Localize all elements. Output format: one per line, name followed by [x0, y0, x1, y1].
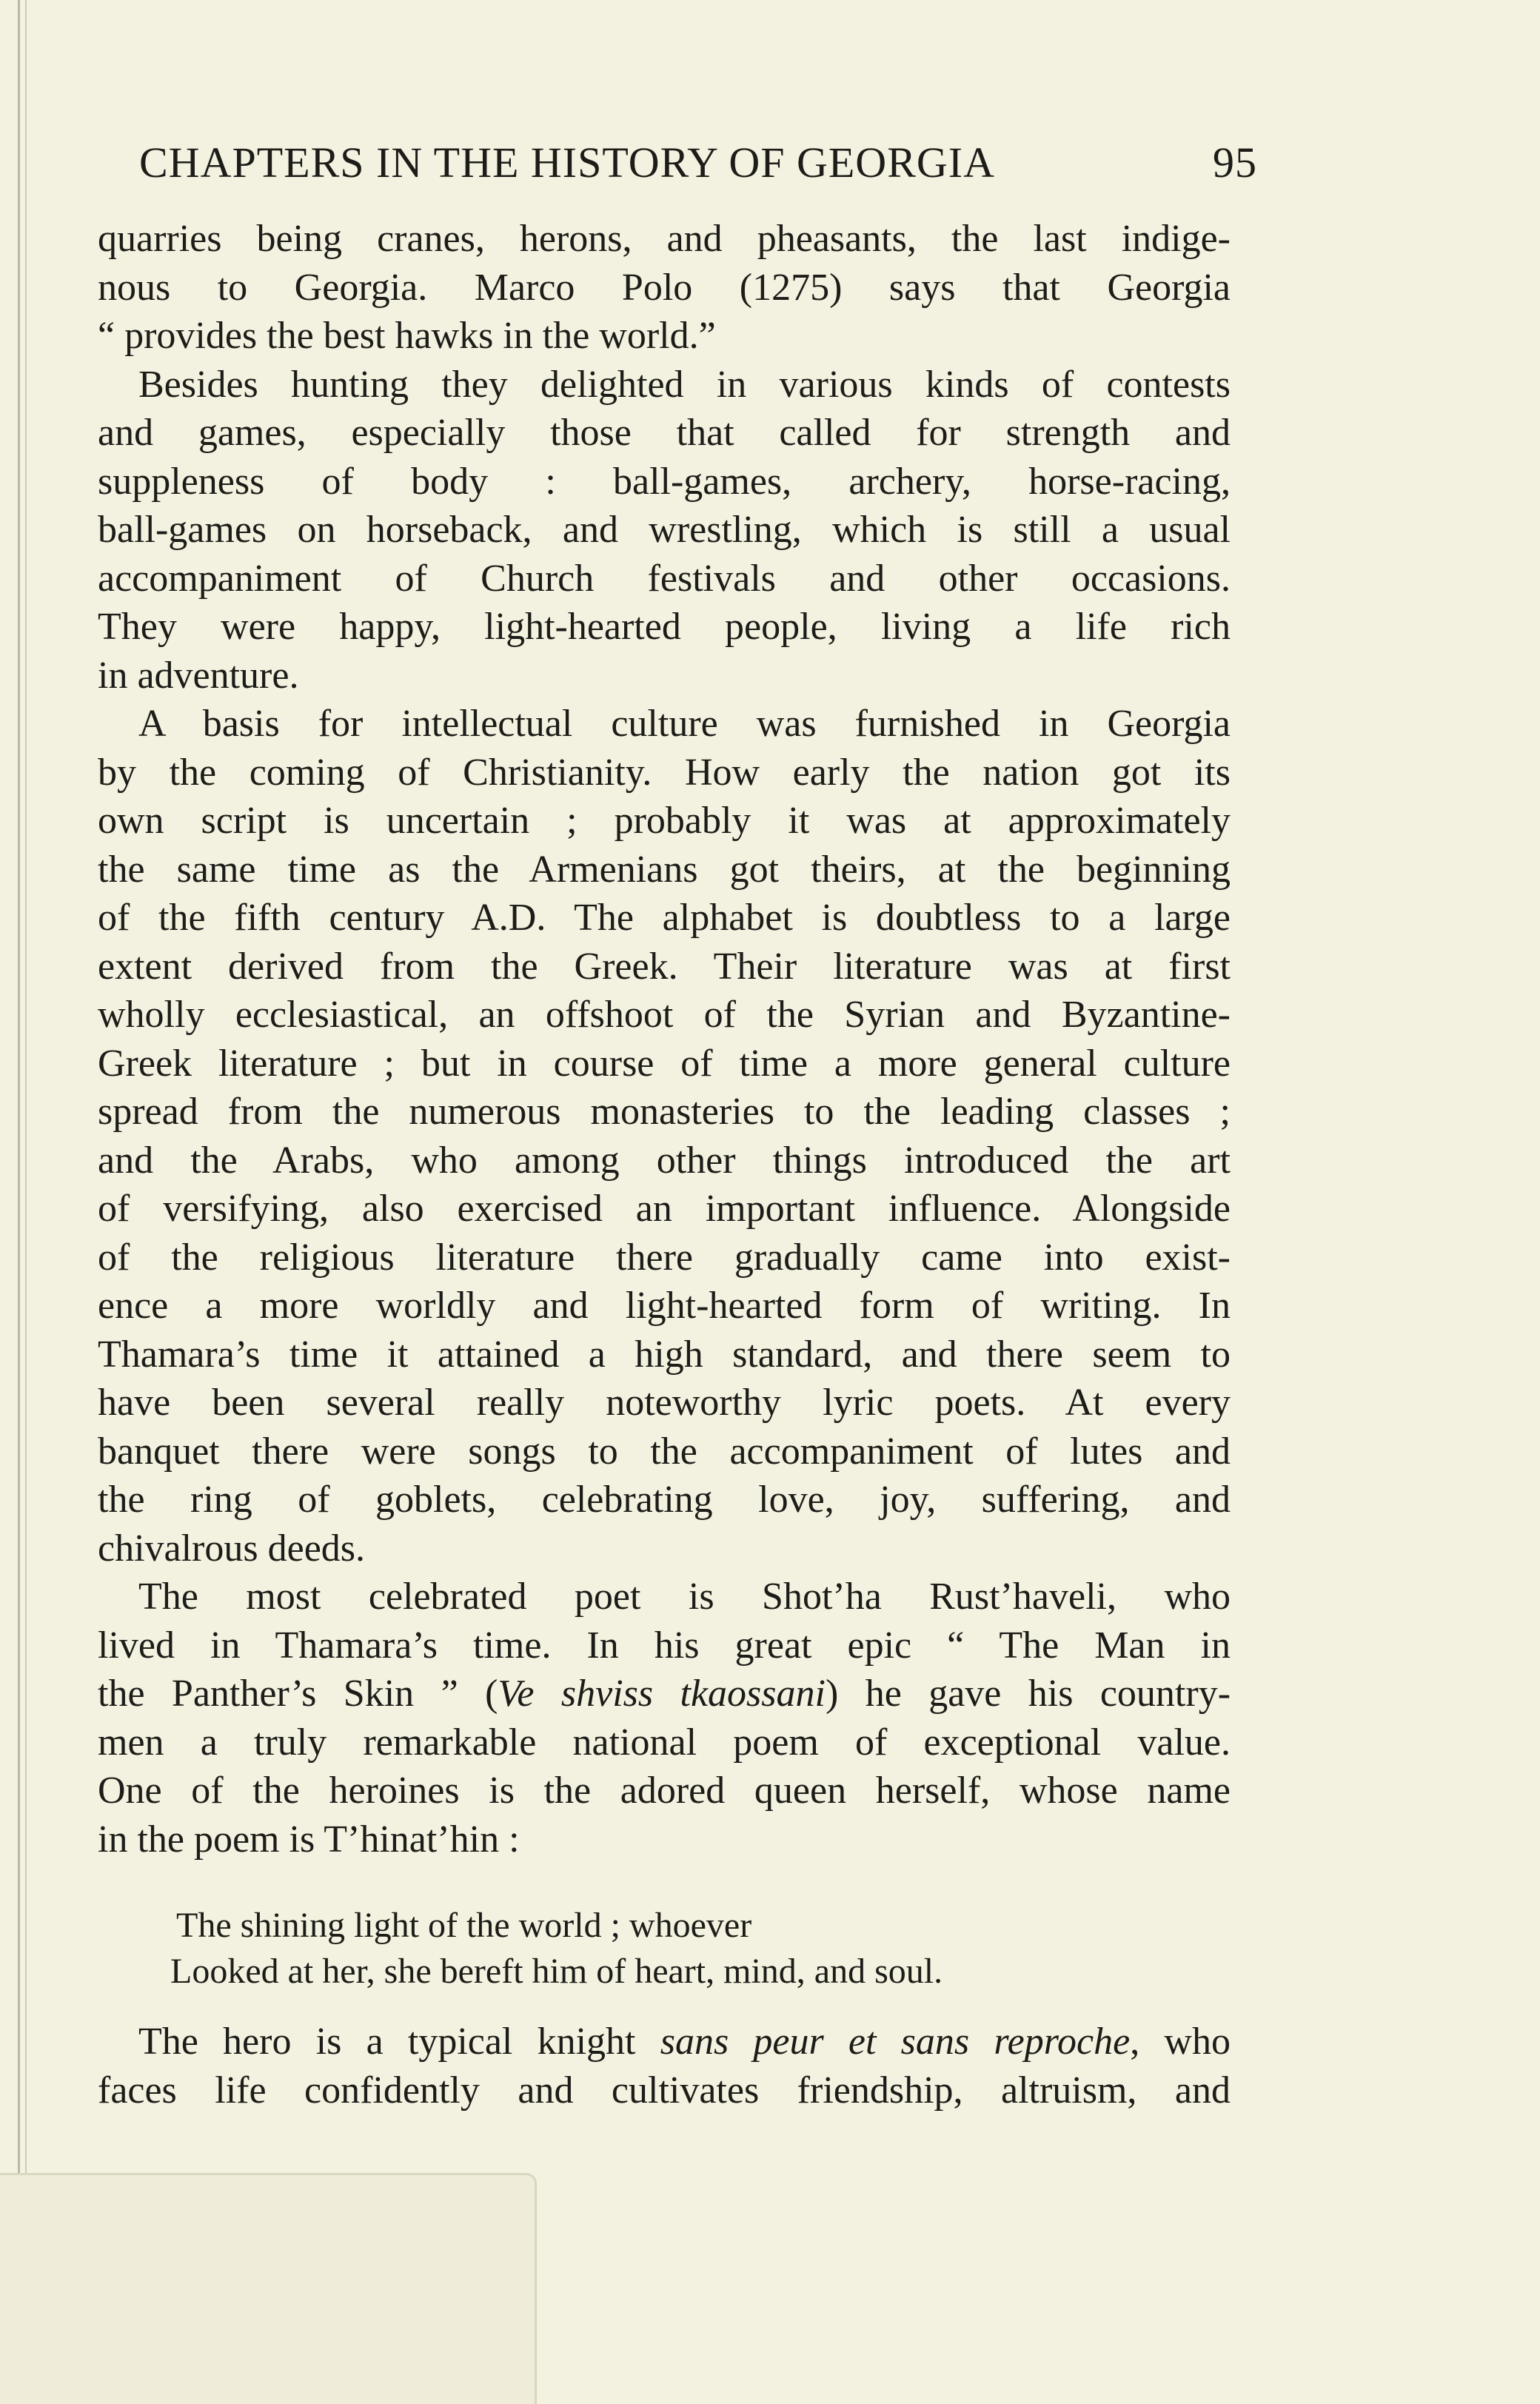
text-line: They were happy, light-hearted people, living a life rich — [98, 606, 1231, 648]
text-line: ence a more worldly and light-hearted form of writing. In — [98, 1285, 1231, 1327]
text-line: quarries being cranes, herons, and pheasants, the last indige- — [98, 218, 1231, 260]
text-line: and the Arabs, who among other things introduced the art — [98, 1139, 1231, 1182]
text-line: chivalrous deeds. — [98, 1527, 366, 1570]
text-line: Thamara’s time it attained a high standard, and there seem to — [98, 1333, 1231, 1376]
text-line: One of the heroines is the adored queen herself, whose name — [98, 1769, 1231, 1812]
text-fragment: ) he gave his country- — [825, 1673, 1231, 1715]
text-line: and games, especially those that called for strength and — [98, 412, 1231, 454]
verse-line: Looked at her, she bereft him of heart, mind, and soul. — [170, 1952, 943, 1991]
text-line: Greek literature ; but in course of time a more general culture — [98, 1042, 1231, 1085]
text-line: own script is uncertain ; probably it was at approximately — [98, 800, 1231, 842]
text-line: of the religious literature there gradually came into exist- — [98, 1236, 1231, 1279]
text-fragment: , who — [1130, 2020, 1231, 2063]
text-line: Besides hunting they delighted in various kinds of contests — [138, 363, 1231, 406]
text-line: lived in Thamara’s time. In his great epic “ The Man in — [98, 1624, 1231, 1667]
text-fragment: the Panther’s Skin ” ( — [98, 1673, 498, 1715]
text-line: extent derived from the Greek. Their literature was at first — [98, 945, 1231, 988]
body-text-continued — [98, 2018, 1231, 2115]
binding-edge-line-secondary — [25, 0, 27, 2402]
verse-line: The shining light of the world ; whoever — [176, 1906, 752, 1945]
text-line: in adventure. — [98, 654, 299, 697]
text-line-with-title — [98, 1670, 1231, 1718]
text-line: wholly ecclesiastical, an offshoot of the Syrian and Byzantine- — [98, 994, 1231, 1036]
text-line: in the poem is T’hinat’hin : — [98, 1818, 520, 1861]
binding-edge-line — [18, 0, 20, 2402]
text-line: faces life confidently and cultivates friendship, altruism, and — [98, 2069, 1231, 2112]
text-line-with-phrase — [98, 2018, 1231, 2066]
running-header — [139, 138, 1257, 190]
text-fragment: The hero is a typical knight — [138, 2020, 660, 2063]
page-number: 95 — [1213, 138, 1257, 187]
text-line: of the fifth century A.D. The alphabet is doubtless to a large — [98, 897, 1231, 939]
text-line: “ provides the best hawks in the world.” — [98, 315, 716, 357]
text-line: ball-games on horseback, and wrestling, which is still a usual — [98, 509, 1231, 551]
text-line: of versifying, also exercised an important influence. Alongside — [98, 1188, 1231, 1230]
text-line: suppleness of body : ball-games, archery, horse-racing, — [98, 460, 1231, 503]
body-text — [98, 215, 1231, 1864]
french-phrase-italic: sans peur et sans reproche — [660, 2020, 1131, 2063]
text-line: by the coming of Christianity. How early the nation got its — [98, 751, 1231, 794]
text-line: accompaniment of Church festivals and other occasions. — [98, 557, 1231, 600]
text-line: the ring of goblets, celebrating love, joy, suffering, and — [98, 1479, 1231, 1521]
running-header-title: CHAPTERS IN THE HISTORY OF GEORGIA — [139, 138, 995, 187]
text-line: the same time as the Armenians got theirs, at the beginning — [98, 848, 1231, 891]
page-corner-tab — [0, 2173, 537, 2404]
text-line: A basis for intellectual culture was furnished in Georgia — [138, 703, 1231, 745]
text-line: have been several really noteworthy lyric poets. At every — [98, 1382, 1231, 1424]
text-line: The most celebrated poet is Shot’ha Rust’haveli, who — [138, 1576, 1231, 1618]
text-line: banquet there were songs to the accompaniment of lutes and — [98, 1430, 1231, 1473]
verse-quotation — [170, 1903, 1222, 1995]
text-line: men a truly remarkable national poem of exceptional value. — [98, 1721, 1231, 1764]
epic-title-italic: Ve shviss tkaossani — [498, 1673, 826, 1715]
text-line: nous to Georgia. Marco Polo (1275) says that Georgia — [98, 266, 1231, 309]
text-line: spread from the numerous monasteries to the leading classes ; — [98, 1091, 1231, 1133]
